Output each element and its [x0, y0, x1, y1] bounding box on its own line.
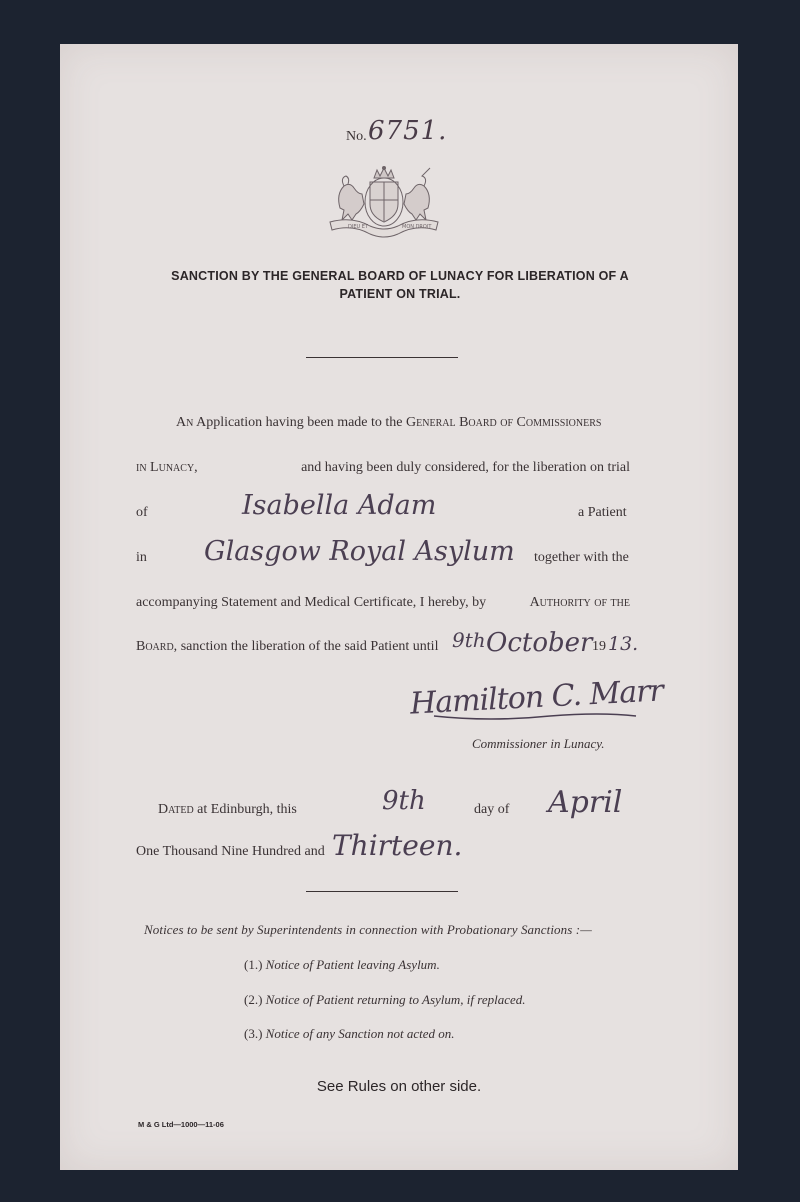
notice-number: (3.) [244, 1026, 263, 1041]
patient-name: Isabella Adam [242, 490, 437, 521]
body-text-1: Application having been made to the [196, 415, 403, 430]
together-text: together with the [534, 550, 629, 565]
commissioner-role: Commissioner in Lunacy. [472, 736, 605, 751]
motto-right: MON DROIT [402, 224, 432, 230]
notices-heading: Notices to be sent by Superintendents in connection with Probationary Sanctions :— [144, 922, 592, 937]
title-line-2: PATIENT ON TRIAL. [339, 287, 461, 301]
dated-word: Dated [158, 802, 194, 817]
in-lunacy-text: in Lunacy, [136, 460, 198, 475]
in-label: in [136, 550, 147, 565]
dated-text: at Edinburgh, this [197, 802, 297, 817]
notice-text: Notice of any Sanction not acted on. [265, 1026, 455, 1041]
document-sheet [60, 44, 738, 1170]
body-line-5 [136, 595, 630, 611]
see-rules-note: See Rules on other side. [316, 1078, 482, 1095]
board-text: Board, [136, 639, 178, 654]
body-text-2: and having been duly considered, for the liberation on trial [301, 460, 630, 475]
until-month: October [486, 628, 593, 658]
body-text-5: accompanying Statement and Medical Certificate, I hereby, by [136, 595, 487, 610]
title-line-1: SANCTION BY THE GENERAL BOARD OF LUNACY FOR LIBERATION OF A [171, 269, 629, 283]
notice-item [244, 992, 526, 1008]
app-word: An [176, 415, 194, 430]
dated-day: 9th [382, 786, 426, 816]
notice-number: (2.) [244, 992, 263, 1007]
of-label: of [136, 505, 148, 520]
asylum-name: Glasgow Royal Asylum [204, 536, 515, 567]
divider-top [306, 357, 458, 358]
body-text-6: sanction the liberation of the said Patient until [180, 639, 439, 654]
year-suffix: 13. [608, 633, 639, 655]
notice-text: Notice of Patient leaving Asylum. [265, 957, 440, 972]
body-line-2 [136, 460, 630, 476]
number-label: No. [346, 129, 367, 144]
printer-imprint: M & G Ltd—1000—11-06 [138, 1120, 224, 1129]
signature-flourish [430, 708, 640, 722]
commissioner-signature: Hamilton C. Marr [409, 673, 664, 722]
divider-bottom [306, 891, 458, 892]
authority-text: Authority of the [529, 595, 630, 610]
royal-crest-icon [322, 164, 446, 242]
year-prefix: 19 [592, 639, 606, 654]
year-line-text: One Thousand Nine Hundred and [136, 844, 325, 859]
document-title [120, 267, 680, 303]
body-line-1 [176, 415, 601, 431]
until-day: 9th [452, 628, 486, 652]
notice-item [244, 1026, 455, 1042]
notice-number: (1.) [244, 957, 263, 972]
body-line-6 [136, 639, 438, 655]
general-board-text: General Board of Commissioners [406, 415, 602, 430]
document-number: 6751. [368, 116, 448, 146]
motto-left: DIEU ET [348, 224, 368, 230]
notice-item [244, 957, 440, 973]
notice-text: Notice of Patient returning to Asylum, if replaced. [265, 992, 526, 1007]
year-word: Thirteen. [332, 829, 463, 862]
a-patient-text: a Patient [578, 505, 627, 520]
dated-line [158, 802, 297, 818]
day-of-text: day of [474, 802, 510, 817]
dated-month: April [548, 785, 623, 820]
